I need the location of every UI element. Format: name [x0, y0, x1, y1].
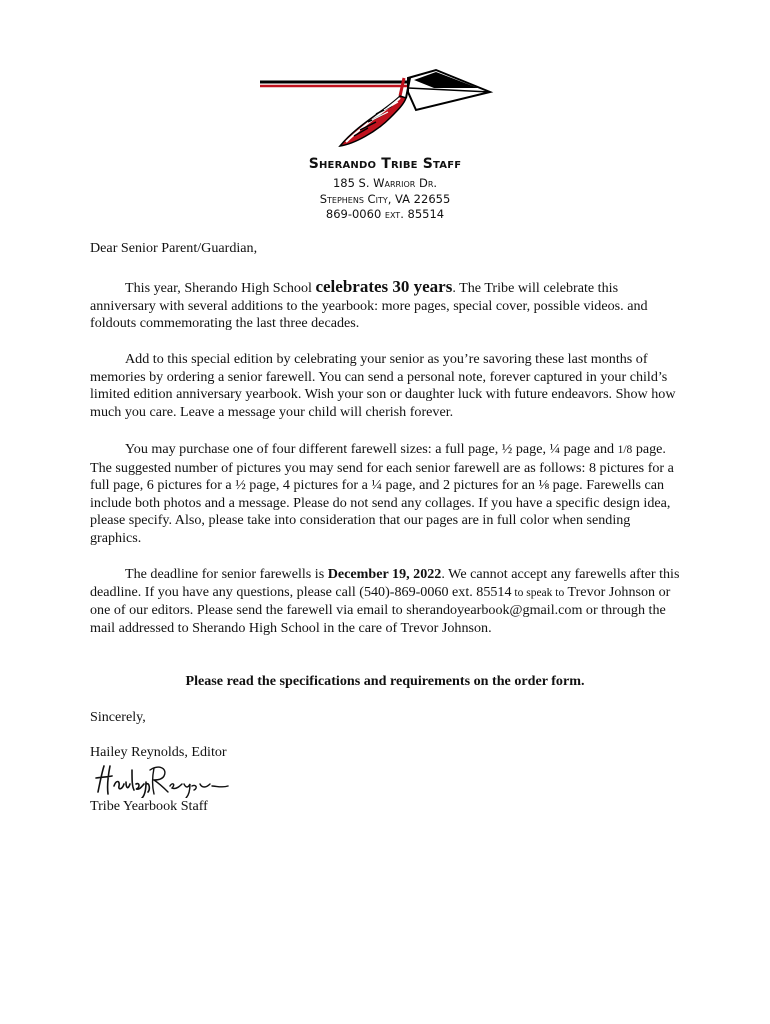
order-form-note: Please read the specifications and requirements on the order form. [185, 673, 585, 689]
tribe-arrow-feather-logo [258, 66, 494, 150]
p4-deadline: December 19, 2022 [327, 566, 442, 582]
p3-text-start: You may purchase one of four different farewell sizes: a full page, ½ page, ¼ page and [125, 441, 618, 457]
p3-fraction: 1/8 [617, 444, 633, 456]
paragraph-2 [90, 351, 680, 421]
p3-text-end: page. The suggested number of pictures you may send for each senior farewell are as follows: 8 pictures for a full page, 6 pictures for a ½ page, 4 pictures for a ¼ page, and 2 pictures for an ⅛ page. Farewells can include both photos and a message. Please do not send any collages. If you have a specific design idea, please specify. Also, please take into consideration that our pages are in full color when sending graphics. [90, 441, 674, 546]
p4-text-small: to speak to [511, 586, 565, 599]
p4-text-start: The deadline for senior farewells is [125, 566, 328, 582]
address-line-2: Stephens City, VA 22655 [319, 192, 451, 206]
salutation: Dear Senior Parent/Guardian, [90, 240, 258, 256]
p4-text-end: Trevor Johnson or one of our editors. Please send the farewell via email to sherandoyearbook@gmail.com or through the mail addressed to Sherando High School in the care of Trevor Johnson. [90, 583, 671, 636]
p1-text-start: This year, Sherando High School [125, 280, 316, 296]
paragraph-1 [90, 278, 680, 333]
p1-text-end: . The Tribe will celebrate this anniversary with several additions to the yearbook: more pages, special cover, possible videos. and foldouts commemorating the last three decades. [90, 280, 648, 332]
p2-text: Add to this special edition by celebrating your senior as you’re savoring these last months of memories by ordering a senior farewell. You can send a personal note, forever captured in your child’s limited edition anniversary yearbook. Wish your son or daughter luck with future endeavors. Show how much you care. Leave a message your child will cherish forever. [90, 351, 676, 420]
p4-text-middle: . We cannot accept any farewells after this deadline. If you have any questions, please call (540)-869-0060 ext. 85514 [90, 566, 680, 600]
org-name: Sherando Tribe Staff [308, 156, 462, 172]
address-line-1: 185 S. Warrior Dr. [332, 176, 438, 190]
closing: Sincerely, [90, 709, 146, 725]
phone-line: 869-0060 ext. 85514 [325, 207, 445, 221]
handwritten-signature [92, 762, 232, 798]
paragraph-3 [90, 441, 680, 548]
staff-line: Tribe Yearbook Staff [90, 798, 208, 814]
p1-emphasis: celebrates 30 years [315, 277, 453, 296]
signer-name: Hailey Reynolds, Editor [90, 744, 227, 760]
paragraph-4 [90, 566, 680, 637]
